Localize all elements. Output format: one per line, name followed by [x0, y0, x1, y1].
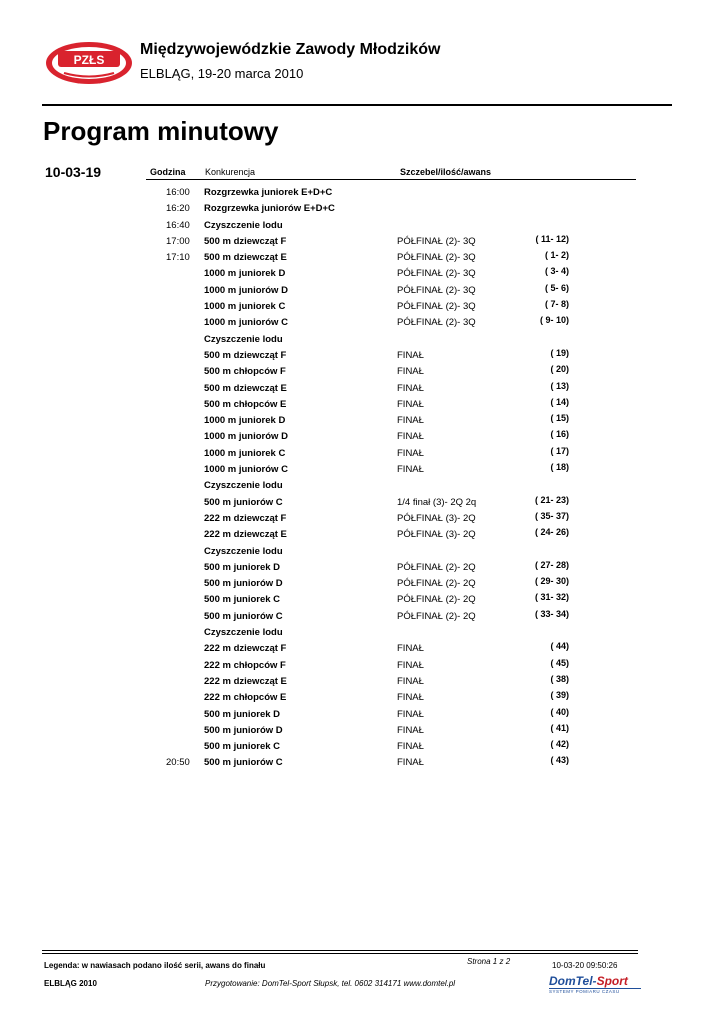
row-time: 20:50	[166, 757, 190, 769]
table-row	[0, 348, 724, 364]
row-stage: FINAŁ	[397, 447, 424, 459]
row-stage: PÓŁFINAŁ (2)- 2Q	[397, 578, 476, 590]
brand-name-left: DomTel-	[549, 974, 597, 988]
row-heats: ( 15)	[550, 413, 569, 424]
row-stage: FINAŁ	[397, 643, 424, 655]
column-header-event: Konkurencja	[205, 167, 256, 177]
row-stage: FINAŁ	[397, 708, 424, 720]
row-event: 500 m juniorów C	[204, 757, 283, 769]
row-heats: ( 20)	[550, 364, 569, 375]
row-stage: PÓŁFINAŁ (2)- 3Q	[397, 235, 476, 247]
table-row	[0, 381, 724, 397]
domtel-sport-logo	[549, 974, 641, 994]
row-heats: ( 24- 26)	[534, 527, 569, 538]
row-heats: ( 39)	[550, 690, 569, 701]
row-heats: ( 38)	[550, 673, 569, 684]
row-event: 1000 m juniorów D	[204, 431, 288, 443]
row-stage: PÓŁFINAŁ (2)- 3Q	[397, 268, 476, 280]
row-event: 222 m dziewcząt F	[204, 512, 287, 524]
table-row	[0, 755, 724, 771]
row-heats: ( 1- 2)	[544, 250, 569, 261]
row-heats: ( 17)	[550, 445, 569, 456]
row-event: 500 m juniorek C	[204, 741, 281, 753]
row-event: 1000 m juniorek C	[204, 301, 286, 313]
table-row	[0, 462, 724, 478]
row-event: 500 m dziewcząt E	[204, 382, 287, 394]
row-stage: FINAŁ	[397, 415, 424, 427]
row-event: 500 m juniorek C	[204, 594, 281, 606]
table-row	[0, 658, 724, 674]
row-stage: 1/4 finał (3)- 2Q 2q	[397, 496, 477, 508]
table-row	[0, 511, 724, 527]
row-stage: FINAŁ	[397, 398, 424, 410]
row-stage: PÓŁFINAŁ (2)- 3Q	[397, 284, 476, 296]
table-row	[0, 544, 724, 560]
table-row	[0, 315, 724, 331]
row-heats: ( 40)	[550, 706, 569, 717]
table-row	[0, 576, 724, 592]
column-header-time: Godzina	[150, 167, 186, 177]
pzls-logo	[44, 40, 134, 86]
row-stage: PÓŁFINAŁ (2)- 3Q	[397, 317, 476, 329]
table-row	[0, 707, 724, 723]
print-timestamp: 10-03-20 09:50:26	[552, 961, 618, 970]
row-event: Czyszczenie lodu	[204, 627, 283, 639]
table-row	[0, 495, 724, 511]
row-event: 500 m chłopców E	[204, 398, 287, 410]
row-event: 1000 m juniorek D	[204, 415, 286, 427]
table-row	[0, 739, 724, 755]
table-row	[0, 218, 724, 234]
row-time: 16:20	[166, 203, 190, 215]
row-event: 500 m chłopców F	[204, 366, 286, 378]
table-row	[0, 478, 724, 494]
row-stage: PÓŁFINAŁ (3)- 2Q	[397, 512, 476, 524]
brand-tagline: SYSTEMY POMIARU CZASU	[549, 988, 641, 994]
page-number: Strona 1 z 2	[467, 957, 511, 966]
row-event: 500 m dziewcząt E	[204, 252, 287, 264]
row-heats: ( 18)	[550, 462, 569, 473]
row-event: 500 m juniorek D	[204, 708, 281, 720]
row-heats: ( 7- 8)	[544, 299, 569, 310]
row-heats: ( 43)	[550, 755, 569, 766]
row-event: 222 m dziewcząt E	[204, 529, 287, 541]
row-stage: FINAŁ	[397, 382, 424, 394]
table-row	[0, 560, 724, 576]
table-row	[0, 283, 724, 299]
row-heats: ( 29- 30)	[534, 576, 569, 587]
row-stage: FINAŁ	[397, 692, 424, 704]
schedule-table	[0, 185, 724, 772]
row-event: 500 m juniorów C	[204, 610, 283, 622]
row-event: 222 m chłopców F	[204, 659, 286, 671]
row-stage: PÓŁFINAŁ (2)- 2Q	[397, 561, 476, 573]
row-event: Czyszczenie lodu	[204, 219, 283, 231]
table-row	[0, 592, 724, 608]
row-heats: ( 35- 37)	[534, 510, 569, 521]
table-row	[0, 299, 724, 315]
footer-divider-second	[42, 953, 638, 954]
footer-place: ELBLĄG 2010	[44, 979, 97, 988]
row-event: 500 m juniorów C	[204, 496, 283, 508]
row-stage: FINAŁ	[397, 675, 424, 687]
row-stage: PÓŁFINAŁ (3)- 2Q	[397, 529, 476, 541]
row-event: 1000 m juniorów D	[204, 284, 288, 296]
table-row	[0, 641, 724, 657]
row-heats: ( 11- 12)	[535, 233, 569, 244]
row-event: 1000 m juniorów C	[204, 317, 288, 329]
row-heats: ( 14)	[550, 396, 569, 407]
row-event: Rozgrzewka juniorów E+D+C	[204, 203, 335, 215]
table-row	[0, 609, 724, 625]
row-heats: ( 3- 4)	[544, 266, 569, 277]
row-time: 17:00	[166, 235, 190, 247]
row-heats: ( 9- 10)	[539, 315, 569, 326]
row-heats: ( 31- 32)	[534, 592, 569, 603]
row-stage: PÓŁFINAŁ (2)- 2Q	[397, 610, 476, 622]
header-divider	[42, 104, 672, 106]
row-heats: ( 44)	[550, 641, 569, 652]
table-row	[0, 690, 724, 706]
table-row	[0, 364, 724, 380]
event-subtitle: ELBLĄG, 19-20 marca 2010	[140, 66, 304, 81]
row-stage: PÓŁFINAŁ (2)- 2Q	[397, 594, 476, 606]
row-event: 500 m dziewcząt F	[204, 349, 287, 361]
table-row	[0, 397, 724, 413]
column-header-stage: Szczebel/ilość/awans	[400, 167, 492, 177]
row-stage: FINAŁ	[397, 741, 424, 753]
footer-divider	[42, 950, 638, 951]
row-event: 500 m juniorek D	[204, 561, 281, 573]
footer-legend: Legenda: w nawiasach podano ilość serii, awans do finału	[44, 961, 266, 970]
table-row	[0, 625, 724, 641]
row-heats: ( 33- 34)	[534, 608, 569, 619]
row-event: 500 m dziewcząt F	[204, 235, 287, 247]
row-heats: ( 27- 28)	[534, 559, 569, 570]
row-event: Czyszczenie lodu	[204, 480, 283, 492]
table-row	[0, 527, 724, 543]
event-title: Międzywojewódzkie Zawody Młodzików	[140, 41, 441, 58]
row-event: 222 m dziewcząt F	[204, 643, 287, 655]
row-event: 1000 m juniorek C	[204, 447, 286, 459]
row-event: 500 m juniorów D	[204, 724, 283, 736]
schedule-date: 10-03-19	[45, 164, 102, 180]
row-stage: FINAŁ	[397, 366, 424, 378]
row-stage: FINAŁ	[397, 349, 424, 361]
row-heats: ( 5- 6)	[544, 282, 569, 293]
row-stage: FINAŁ	[397, 464, 424, 476]
row-heats: ( 19)	[550, 347, 569, 358]
row-event: Czyszczenie lodu	[204, 333, 283, 345]
table-row	[0, 332, 724, 348]
row-event: 1000 m juniorek D	[204, 268, 286, 280]
row-heats: ( 13)	[550, 380, 569, 391]
row-stage: FINAŁ	[397, 757, 424, 769]
table-row	[0, 185, 724, 201]
row-stage: FINAŁ	[397, 659, 424, 671]
table-row	[0, 234, 724, 250]
table-row	[0, 413, 724, 429]
row-event: Rozgrzewka juniorek E+D+C	[204, 187, 333, 198]
table-row	[0, 201, 724, 217]
row-stage: FINAŁ	[397, 724, 424, 736]
footer-prepared-by: Przygotowanie: DomTel-Sport Słupsk, tel. 0602 314171 www.domtel.pl	[205, 979, 456, 988]
row-heats: ( 16)	[550, 429, 569, 440]
row-heats: ( 45)	[550, 657, 569, 668]
page-title: Program minutowy	[43, 116, 279, 146]
table-row	[0, 723, 724, 739]
logo-text: PZŁS	[73, 53, 105, 67]
brand-name-right: Sport	[596, 974, 628, 988]
table-row	[0, 250, 724, 266]
table-row	[0, 266, 724, 282]
row-stage: FINAŁ	[397, 431, 424, 443]
table-row	[0, 429, 724, 445]
row-time: 16:40	[166, 219, 190, 231]
row-event: 500 m juniorów D	[204, 578, 283, 590]
row-event: 222 m chłopców E	[204, 692, 287, 704]
table-row	[0, 446, 724, 462]
row-event: 222 m dziewcząt E	[204, 675, 287, 687]
column-header-divider	[146, 179, 636, 180]
row-heats: ( 21- 23)	[534, 494, 569, 505]
row-event: Czyszczenie lodu	[204, 545, 283, 557]
row-stage: PÓŁFINAŁ (2)- 3Q	[397, 301, 476, 313]
row-time: 17:10	[166, 252, 190, 264]
row-stage: PÓŁFINAŁ (2)- 3Q	[397, 252, 476, 264]
table-row	[0, 674, 724, 690]
row-heats: ( 41)	[550, 722, 569, 733]
row-heats: ( 42)	[550, 739, 569, 750]
row-time: 16:00	[166, 187, 190, 198]
row-event: 1000 m juniorów C	[204, 464, 288, 476]
